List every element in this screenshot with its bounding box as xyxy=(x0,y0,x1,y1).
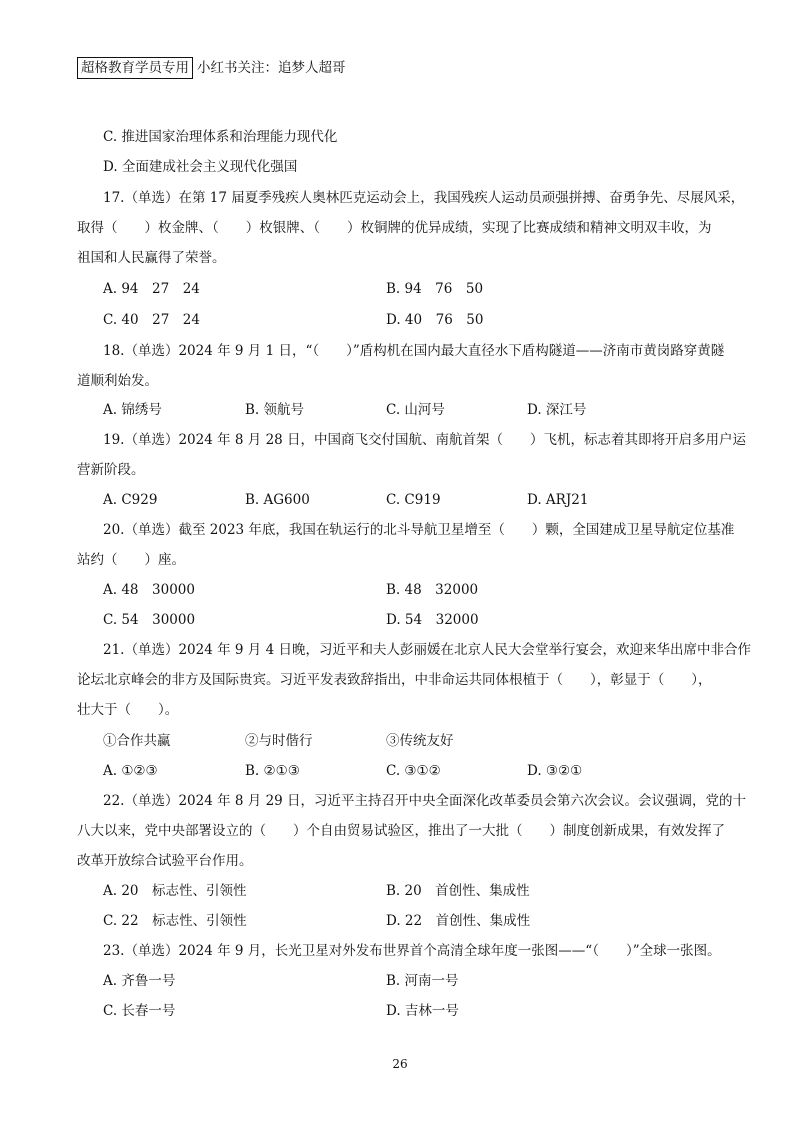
statement-3: ③传统友好 xyxy=(386,733,454,749)
question-text-line: 改革开放综合试验平台作用。 xyxy=(77,853,253,869)
question-text-line: 17.（单选）在第 17 届夏季残疾人奥林匹克运动会上，我国残疾人运动员顽强拼搏、奋勇争先、尽展风采， xyxy=(103,190,745,206)
statement-1: ①合作共赢 xyxy=(103,733,171,749)
option-b: B. 48 32000 xyxy=(386,582,479,598)
question-text-line: 站约（ ）座。 xyxy=(77,552,185,568)
option-a: A. 94 27 24 xyxy=(103,281,200,297)
prev-option-c: C. 推进国家治理体系和治理能力现代化 xyxy=(103,129,338,145)
prev-option-d: D. 全面建成社会主义现代化强国 xyxy=(103,159,298,175)
header-box-label: 超格教育学员专用 xyxy=(77,57,193,79)
question-text-line: 23.（单选）2024 年 9 月，长光卫星对外发布世界首个高清全球年度一张图——“（ ）”全球一张图。 xyxy=(103,943,721,959)
option-a: A. 48 30000 xyxy=(103,582,195,598)
page-number: 26 xyxy=(392,1057,408,1071)
question-text-line: 22.（单选）2024 年 8 月 29 日，习近平主持召开中央全面深化改革委员会第六次会议。会议强调，党的十 xyxy=(103,793,747,809)
question-text-line: 道顺利始发。 xyxy=(77,373,158,389)
option-d: D. 22 首创性、集成性 xyxy=(386,913,531,929)
question-text-line: 祖国和人民赢得了荣誉。 xyxy=(77,250,226,266)
option-b: B. 河南一号 xyxy=(386,973,459,989)
option-d: D. ③②① xyxy=(527,763,583,779)
option-a: A. 20 标志性、引领性 xyxy=(103,883,247,899)
question-text-line: 20.（单选）截至 2023 年底，我国在轨运行的北斗导航卫星增至（ ）颗，全国建成卫星导航定位基准 xyxy=(103,522,735,538)
option-a: A. ①②③ xyxy=(103,763,158,779)
option-b: B. ②①③ xyxy=(245,763,300,779)
question-text-line: 取得（ ）枚金牌、（ ）枚银牌、（ ）枚铜牌的优异成绩，实现了比赛成绩和精神文明双丰收，为 xyxy=(77,220,712,236)
option-d: D. ARJ21 xyxy=(527,492,589,508)
header-note: 小红书关注：追梦人超哥 xyxy=(197,60,346,76)
question-text-line: 营新阶段。 xyxy=(77,462,145,478)
option-c: C. 40 27 24 xyxy=(103,312,200,328)
question-text-line: 19.（单选）2024 年 8 月 28 日，中国商飞交付国航、南航首架（ ）飞机，标志着其即将开启多用户运 xyxy=(103,432,747,448)
option-b: B. 94 76 50 xyxy=(386,281,484,297)
option-c: C. 22 标志性、引领性 xyxy=(103,913,247,929)
question-text-line: 论坛北京峰会的非方及国际贵宾。习近平发表致辞指出，中非命运共同体根植于（ ），彰显于（ ）， xyxy=(77,672,712,688)
option-c: C. 54 30000 xyxy=(103,612,196,628)
page-header xyxy=(77,57,346,79)
question-text-line: 八大以来，党中央部署设立的（ ）个自由贸易试验区，推出了一大批（ ）制度创新成果，有效发挥了 xyxy=(77,823,725,839)
option-a: A. 锦绣号 xyxy=(103,402,162,418)
question-text-line: 壮大于（ ）。 xyxy=(77,702,179,718)
option-b: B. 领航号 xyxy=(245,402,305,418)
option-c: C. 长春一号 xyxy=(103,1003,176,1019)
question-text-line: 21.（单选）2024 年 9 月 4 日晚，习近平和夫人彭丽媛在北京人民大会堂举行宴会，欢迎来华出席中非合作 xyxy=(103,642,751,658)
option-d: D. 深江号 xyxy=(527,402,587,418)
option-d: D. 54 32000 xyxy=(386,612,479,628)
option-c: C. ③①② xyxy=(386,763,441,779)
option-c: C. C919 xyxy=(386,492,441,508)
question-text-line: 18.（单选）2024 年 9 月 1 日，“（ ）”盾构机在国内最大直径水下盾构隧道——济南市黄岗路穿黄隧 xyxy=(103,343,725,359)
statement-2: ②与时偕行 xyxy=(245,733,313,749)
option-c: C. 山河号 xyxy=(386,402,445,418)
option-d: D. 40 76 50 xyxy=(386,312,484,328)
option-b: B. AG600 xyxy=(245,492,310,508)
option-a: A. C929 xyxy=(103,492,158,508)
option-b: B. 20 首创性、集成性 xyxy=(386,883,530,899)
option-d: D. 吉林一号 xyxy=(386,1003,459,1019)
option-a: A. 齐鲁一号 xyxy=(103,973,176,989)
